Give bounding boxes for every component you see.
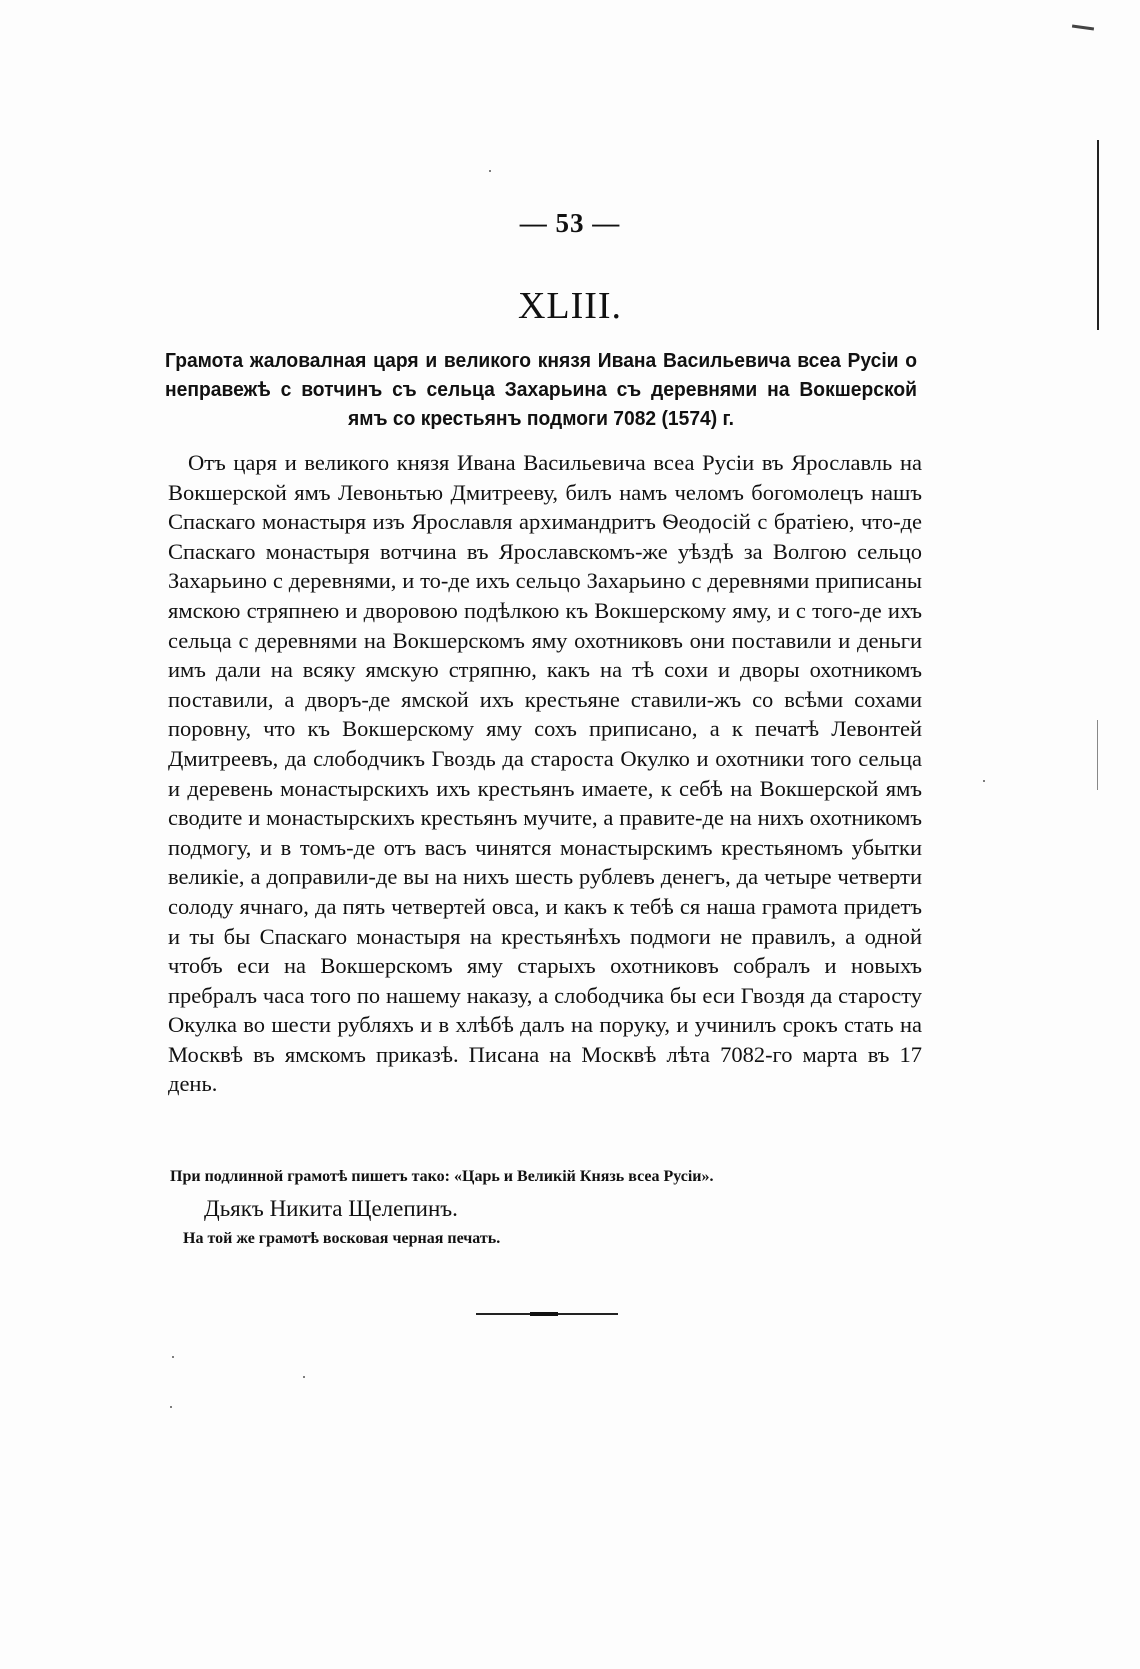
- page-number: — 53 —: [519, 208, 621, 238]
- scan-speck: [489, 170, 491, 172]
- scan-speck: [172, 1356, 174, 1358]
- end-divider-center: [530, 1312, 558, 1316]
- document-title: Грамота жаловалная царя и великого князя Ивана Васильевича всеа Русіи о неправежѣ с вотчинъ съ сельца Захарьина съ деревнями на Вокшерской ямъ со крестьянъ подмоги 7082 (1574) г.: [165, 349, 917, 430]
- signature: Дьякъ Никита Щелепинъ.: [204, 1196, 458, 1221]
- document-body: Отъ царя и великого князя Ивана Васильевича всеа Русіи въ Ярославль на Вокшерской ямъ Левоньтью Дмитрееву, билъ намъ челомъ богомолецъ нашъ Спаскаго монастыря изъ Ярославля архимандритъ Ѳеодосій с братіею, что-де Спаскаго монастыря вотчина въ Ярославскомъ-же уѣздѣ за Волгою сельцо Захарьино с деревнями, и то-де ихъ сельцо Захарьино с деревнями приписаны ямскою стряпнею и дворовою подѣлкою къ Вокшерскому яму, и с того-де ихъ сельца с деревнями на Вокшерскомъ яму охотниковъ они поставили и деньги имъ дали на всяку ямскую стряпню, какъ на тѣ сохи и дворы охотникомъ поставили, а дворъ-де ямской ихъ крестьяне ставили-жъ со всѣми сохами поровну, что къ Вокшерскому яму сохъ приписано, а к печатѣ Левонтей Дмитреевъ, да слободчикъ Гвоздь да староста Окулко и охотники того сельца и деревень монастырскихъ ихъ крестьянъ имаете, к себѣ на Вокшерской ямъ сводите и монастырскихъ крестьянъ мучите, а правите-де на нихъ охотникомъ подмогу, и в томъ-де отъ васъ чинятся монастырскимъ крестьяномъ убытки великіе, а доправили-де вы на нихъ шесть рублевъ денегъ, да четыре четверти солоду ячнаго, да пять четвертей овса, и какъ к тебѣ ся наша грамота придетъ и ты бы Спаскаго монастыря на крестьянѣхъ подмоги не правилъ, а одной чтобъ еси на Вокшерскомъ яму старыхъ охотниковъ собралъ и новыхъ пребралъ часа того по нашему наказу, а слободчика бы еси Гвоздя да старосту Окулка во шести рубляхъ и в хлѣбѣ далъ на поруку, и учинилъ срокъ стать на Москвѣ въ ямскомъ приказѣ. Писана на Москвѣ лѣта 7082-го марта въ 17 день.: [168, 450, 922, 1097]
- seal-note: На той же грамотѣ восковая черная печать.: [183, 1230, 501, 1247]
- scan-speck: [170, 1406, 172, 1408]
- original-note: При подлинной грамотѣ пишетъ тако: «Царь и Великій Князь всеа Русіи».: [170, 1168, 714, 1185]
- scan-speck: [303, 1376, 305, 1378]
- scan-edge-line: [1097, 720, 1098, 790]
- scan-speck: [983, 780, 985, 782]
- document-number: XLIII.: [517, 285, 623, 327]
- scan-mark: [1072, 24, 1094, 30]
